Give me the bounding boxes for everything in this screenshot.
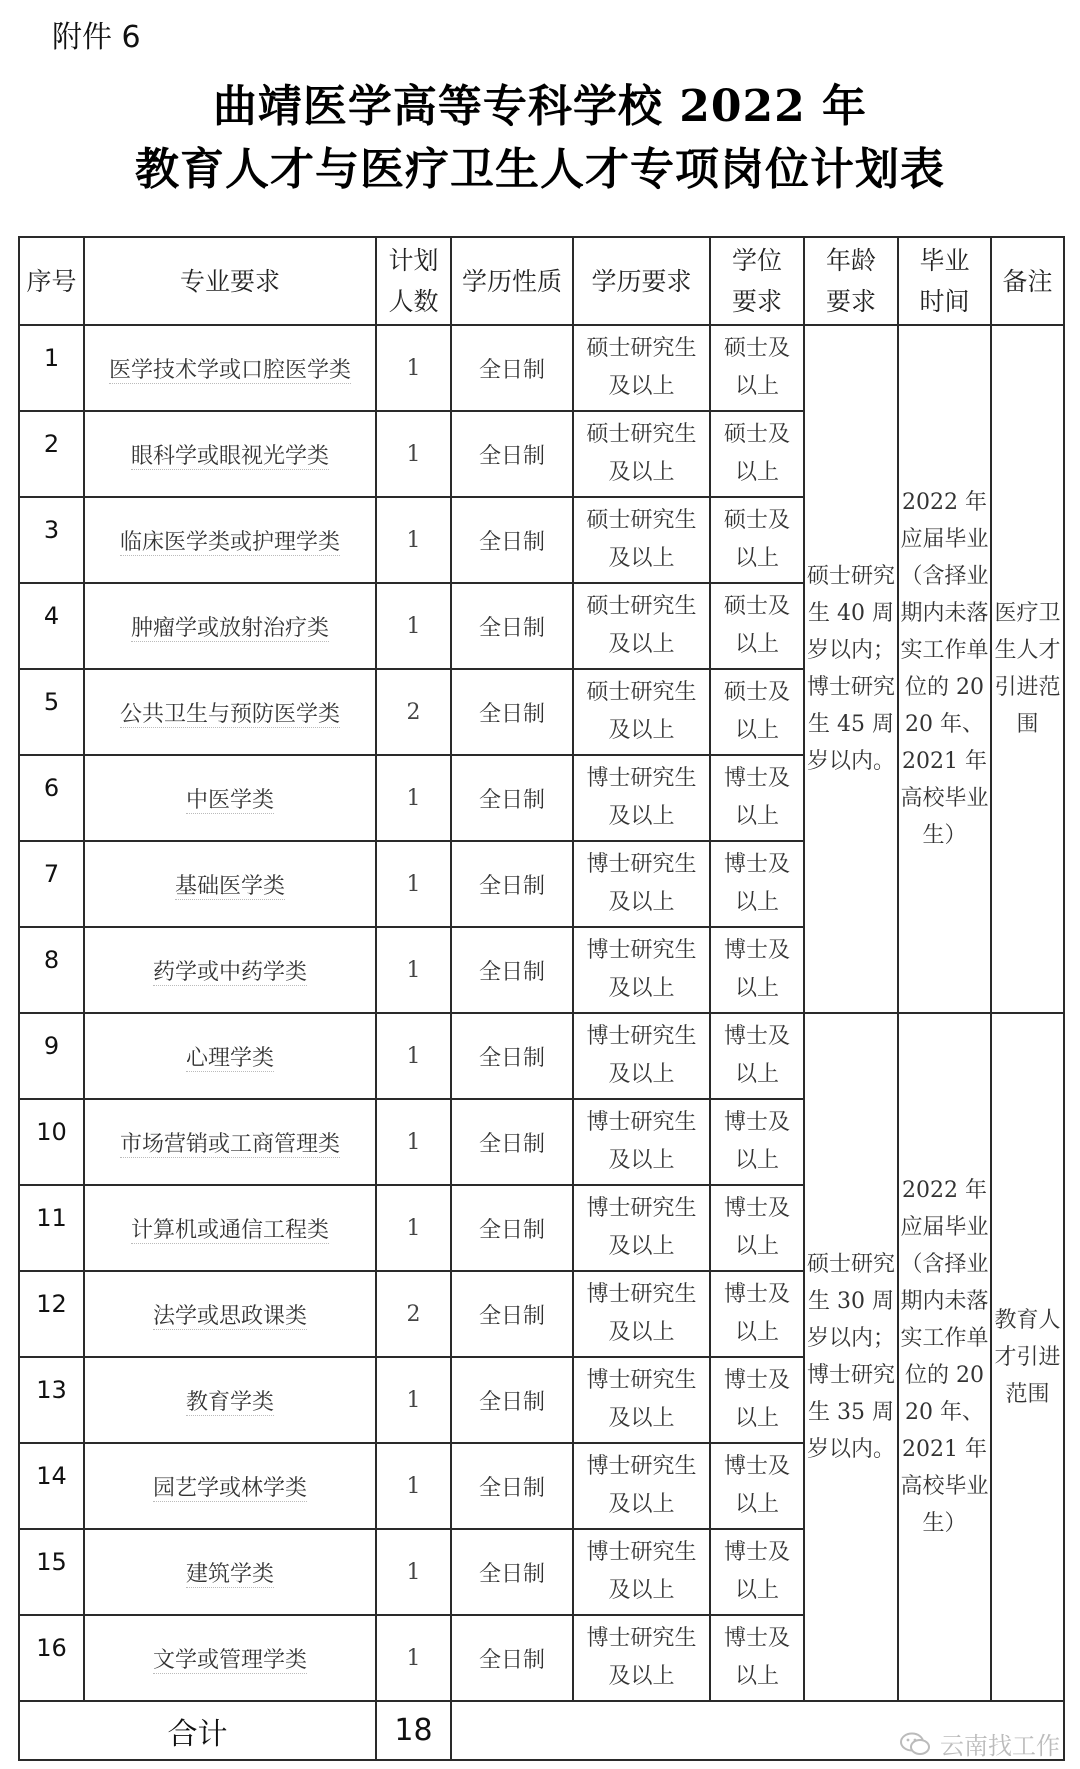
seq-cell: 2 (19, 411, 84, 497)
seq-cell: 1 (19, 325, 84, 411)
degree-cell: 博士及 以上 (710, 1013, 804, 1099)
header-seq: 序号 (19, 237, 84, 325)
edu-mode-cell: 全日制 (451, 325, 573, 411)
edu-mode-cell: 全日制 (451, 1185, 573, 1271)
degree-cell: 硕士及 以上 (710, 669, 804, 755)
major-cell: 肿瘤学或放射治疗类 (84, 583, 376, 669)
edu-mode-cell: 全日制 (451, 1013, 573, 1099)
degree-cell: 博士及 以上 (710, 1099, 804, 1185)
edu-req-cell: 博士研究生 及以上 (573, 1185, 710, 1271)
count-cell: 1 (376, 583, 451, 669)
count-cell: 1 (376, 1529, 451, 1615)
edu-req-cell: 硕士研究生 及以上 (573, 497, 710, 583)
header-age: 年龄 要求 (804, 237, 898, 325)
major-cell: 基础医学类 (84, 841, 376, 927)
seq-cell: 10 (19, 1099, 84, 1185)
count-cell: 2 (376, 1271, 451, 1357)
count-cell: 1 (376, 1443, 451, 1529)
degree-cell: 博士及 以上 (710, 755, 804, 841)
edu-mode-cell: 全日制 (451, 927, 573, 1013)
header-edu-req: 学历要求 (573, 237, 710, 325)
graduation-time-cell: 2022 年应届毕业（含择业期内未落实工作单位的 2020 年、2021 年高校毕业生） (898, 325, 991, 1013)
header-degree: 学位 要求 (710, 237, 804, 325)
table-row (19, 1013, 1064, 1099)
count-cell: 1 (376, 927, 451, 1013)
edu-mode-cell: 全日制 (451, 1271, 573, 1357)
major-cell: 药学或中药学类 (84, 927, 376, 1013)
major-cell: 中医学类 (84, 755, 376, 841)
edu-req-cell: 硕士研究生 及以上 (573, 669, 710, 755)
major-cell: 市场营销或工商管理类 (84, 1099, 376, 1185)
table-body (19, 325, 1064, 1701)
seq-cell: 16 (19, 1615, 84, 1701)
table-header-row (19, 237, 1064, 325)
document-title-line-2: 教育人才与医疗卫生人才专项岗位计划表 (135, 144, 945, 195)
edu-req-cell: 博士研究生 及以上 (573, 1099, 710, 1185)
count-cell: 1 (376, 1615, 451, 1701)
count-cell: 1 (376, 1013, 451, 1099)
graduation-time-cell: 2022 年应届毕业（含择业期内未落实工作单位的 2020 年、2021 年高校毕业生） (898, 1013, 991, 1701)
edu-req-cell: 硕士研究生 及以上 (573, 583, 710, 669)
count-cell: 1 (376, 325, 451, 411)
major-cell: 法学或思政课类 (84, 1271, 376, 1357)
edu-req-cell: 博士研究生 及以上 (573, 1013, 710, 1099)
header-edu-mode: 学历性质 (451, 237, 573, 325)
degree-cell: 博士及 以上 (710, 927, 804, 1013)
header-count: 计划 人数 (376, 237, 451, 325)
seq-cell: 5 (19, 669, 84, 755)
count-cell: 2 (376, 669, 451, 755)
seq-cell: 13 (19, 1357, 84, 1443)
degree-cell: 硕士及 以上 (710, 411, 804, 497)
edu-mode-cell: 全日制 (451, 755, 573, 841)
seq-cell: 11 (19, 1185, 84, 1271)
document-title-line-1: 曲靖医学高等专科学校 2022 年 (212, 81, 868, 132)
degree-cell: 硕士及 以上 (710, 497, 804, 583)
major-cell: 园艺学或林学类 (84, 1443, 376, 1529)
count-cell: 1 (376, 1357, 451, 1443)
major-cell: 临床医学类或护理学类 (84, 497, 376, 583)
edu-mode-cell: 全日制 (451, 1099, 573, 1185)
edu-req-cell: 博士研究生 及以上 (573, 1271, 710, 1357)
edu-mode-cell: 全日制 (451, 1615, 573, 1701)
edu-req-cell: 博士研究生 及以上 (573, 1615, 710, 1701)
position-plan-table (18, 236, 1065, 1761)
wechat-icon (898, 1731, 934, 1757)
seq-cell: 9 (19, 1013, 84, 1099)
edu-mode-cell: 全日制 (451, 1529, 573, 1615)
watermark (898, 1726, 1060, 1761)
major-cell: 眼科学或眼视光学类 (84, 411, 376, 497)
note-cell: 教育人才引进范围 (991, 1013, 1064, 1701)
edu-req-cell: 硕士研究生 及以上 (573, 325, 710, 411)
major-cell: 计算机或通信工程类 (84, 1185, 376, 1271)
seq-cell: 12 (19, 1271, 84, 1357)
edu-mode-cell: 全日制 (451, 669, 573, 755)
edu-req-cell: 博士研究生 及以上 (573, 927, 710, 1013)
degree-cell: 博士及 以上 (710, 1357, 804, 1443)
degree-cell: 博士及 以上 (710, 1271, 804, 1357)
edu-req-cell: 博士研究生 及以上 (573, 755, 710, 841)
edu-req-cell: 博士研究生 及以上 (573, 841, 710, 927)
seq-cell: 6 (19, 755, 84, 841)
total-count: 18 (376, 1701, 451, 1760)
edu-mode-cell: 全日制 (451, 411, 573, 497)
header-major: 专业要求 (84, 237, 376, 325)
edu-mode-cell: 全日制 (451, 841, 573, 927)
major-cell: 公共卫生与预防医学类 (84, 669, 376, 755)
count-cell: 1 (376, 411, 451, 497)
edu-mode-cell: 全日制 (451, 1443, 573, 1529)
degree-cell: 博士及 以上 (710, 1615, 804, 1701)
note-cell: 医疗卫生人才引进范围 (991, 325, 1064, 1013)
major-cell: 文学或管理学类 (84, 1615, 376, 1701)
degree-cell: 硕士及 以上 (710, 325, 804, 411)
seq-cell: 7 (19, 841, 84, 927)
total-label: 合计 (19, 1701, 376, 1760)
header-note: 备注 (991, 237, 1064, 325)
major-cell: 医学技术学或口腔医学类 (84, 325, 376, 411)
edu-mode-cell: 全日制 (451, 583, 573, 669)
edu-mode-cell: 全日制 (451, 497, 573, 583)
edu-req-cell: 硕士研究生 及以上 (573, 411, 710, 497)
count-cell: 1 (376, 1185, 451, 1271)
seq-cell: 4 (19, 583, 84, 669)
age-requirement-cell: 硕士研究生 40 周岁以内；博士研究生 45 周岁以内。 (804, 325, 898, 1013)
seq-cell: 8 (19, 927, 84, 1013)
major-cell: 建筑学类 (84, 1529, 376, 1615)
attachment-label: 附件 6 (52, 20, 141, 55)
degree-cell: 博士及 以上 (710, 1185, 804, 1271)
seq-cell: 3 (19, 497, 84, 583)
degree-cell: 博士及 以上 (710, 1443, 804, 1529)
count-cell: 1 (376, 755, 451, 841)
header-grad: 毕业 时间 (898, 237, 991, 325)
degree-cell: 博士及 以上 (710, 1529, 804, 1615)
edu-req-cell: 博士研究生 及以上 (573, 1357, 710, 1443)
edu-mode-cell: 全日制 (451, 1357, 573, 1443)
watermark-text: 云南找工作 (940, 1732, 1060, 1760)
major-cell: 教育学类 (84, 1357, 376, 1443)
age-requirement-cell: 硕士研究生 30 周岁以内；博士研究生 35 周岁以内。 (804, 1013, 898, 1701)
count-cell: 1 (376, 841, 451, 927)
table-row (19, 325, 1064, 411)
seq-cell: 15 (19, 1529, 84, 1615)
edu-req-cell: 博士研究生 及以上 (573, 1443, 710, 1529)
major-cell: 心理学类 (84, 1013, 376, 1099)
count-cell: 1 (376, 1099, 451, 1185)
degree-cell: 硕士及 以上 (710, 583, 804, 669)
count-cell: 1 (376, 497, 451, 583)
seq-cell: 14 (19, 1443, 84, 1529)
edu-req-cell: 博士研究生 及以上 (573, 1529, 710, 1615)
degree-cell: 博士及 以上 (710, 841, 804, 927)
